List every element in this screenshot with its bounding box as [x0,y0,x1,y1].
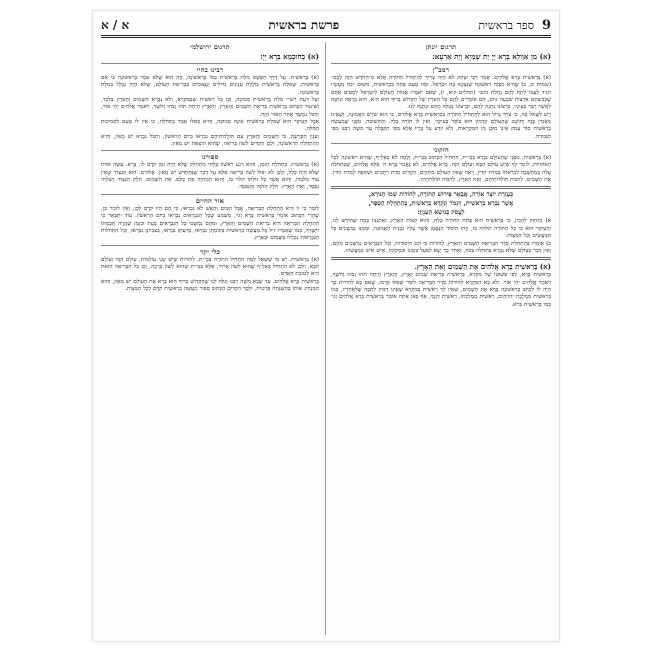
section-rule [101,245,319,246]
targum-yerushalmi-text: (א) בְּחוּכְמָא בְּרָא יְיָ: [260,52,319,61]
section-rule [331,257,551,260]
or-hachaim-title: אור החיים [195,196,225,205]
verse-heading: (א) בְּרֵאשִׁית בָּרָא אֱלֹהִים אֵת הַשָּׁמַיִם וְאֵת הָאָרֶץ. [414,262,551,272]
section-rule [331,143,551,144]
left-column [101,42,319,635]
bachya-paragraph: אֲבָל הָעִיקָּר הוּא שֶׁמִּלַּת בְּרֵאשִׁית אֵינָהּ סְמוּכָה, וְהִיא כְּאִלּוּ אָמַר בַּתְּחִלָּה, כִּי אֵין לוֹ טַעַם לִסְמִיכוּת הַמִּלָּה. [101,119,319,133]
chapter-verse: א / א [101,17,130,32]
section-rule [101,150,319,151]
bachya-paragraph: (א) בְּרֵאשִׁית. עַל דֶּרֶךְ הַפְּשָׁט מִלַּת בְּרֵאשִׁית כְּמוֹ בָּרִאשׁוֹנָה, וְזֶה הוּא שֶׁלֹּא אָמַר בָּרִאשׁוֹנָה כִּי אִם בְּרֵאשִׁית, שֶׁמִּלַּת בְּרֵאשִׁית כּוֹלֶלֶת עִנְיָנִים גְּדוֹלִים וַעֲצוּמִים בִּבְרִיאַת הָעוֹלָם, שֶׁלֹּא הָיָה נִכְלָל בְּמִלַּת בָּרִאשׁוֹנָה. [101,75,319,96]
ramban-paragraph: (א) בְּרֵאשִׁית בָּרָא אֱלֹהִים. אָמַר רַבִּי יִצְחָק לֹא הָיָה צָרִיךְ לְהַתְחִיל הַתּוֹרָה אֶלָּא מֵ״הַחֹדֶשׁ הַזֶּה לָכֶם״ (שמות יב, ב) שֶׁהִיא מִצְוָה רִאשׁוֹנָה שֶׁנִּצְטַוּוּ בָּהּ יִשְׂרָאֵל. וּמָה טַעַם פָּתַח בִּבְרֵאשִׁית, מִשּׁוּם ״כֹּחַ מַעֲשָׂיו הִגִּיד לְעַמּוֹ לָתֵת לָהֶם נַחֲלַת גּוֹיִם״ (תהלים קיא, ו), שֶׁאִם יֹאמְרוּ אֻמּוֹת הָעוֹלָם לְיִשְׂרָאֵל לִסְטִים אַתֶּם שֶׁכְּבַשְׁתֶּם אַרְצוֹת שִׁבְעָה גּוֹיִם, הֵם אוֹמְרִים לָהֶם כָּל הָאָרֶץ שֶׁל הַקָּדוֹשׁ בָּרוּךְ הוּא הִיא, הוּא בְרָאָהּ וּנְתָנָהּ לַאֲשֶׁר יָשַׁר בְּעֵינָיו, בִּרְצוֹנוֹ נְתָנָהּ לָהֶם, וּבִרְצוֹנוֹ נְטָלָהּ מֵהֶם וּנְתָנָהּ לָנוּ. [331,75,551,111]
sforno-title: ספורנו [201,153,219,162]
sefer-title: ספר בראשית [478,18,534,32]
section-rule [331,63,551,64]
rabbeinu-bachya-title: רבינו בחיי [196,66,224,74]
column-divider [325,42,326,635]
kli-yakar-title: כלי יקר [200,247,220,256]
targum-yonatan-title: תרגום יונתן [425,43,457,51]
targum-yonatan-text: (א) מִן אַוְולָא בְּרָא יְיָ יַת שְׁמַיָא וְיַת אַרְעָא: [432,52,551,61]
chizkuni-text: (א) בְּרֵאשִׁית. מִפְּנֵי שֶׁהָעוֹלָם נִבְרָא בְּבֵי״ת, הִתְחִיל הַכָּתוּב בְּבֵי״ת, וְלָמָה לֹא בְאָלֶ״ף, שֶׁהִיא רִאשׁוֹנָה לְכָל הָאוֹתִיּוֹת, לוֹמַר לְךָ שֶׁיֵּשׁ עוֹלָם הַבָּא וְעוֹלָם הַזֶּה. בָּרָא אֱלֹהִים, לֹא נֶאֱמַר בָּרָא ה׳ אֶלָּא אֱלֹהִים, שֶׁבַּתְּחִלָּה עָלָה בְּמַחֲשָׁבָה לִבְרֹאתוֹ בְּמִדַּת הַדִּין, רָאָה שֶׁאֵין הָעוֹלָם מִתְקַיֵּם, הִקְדִּים מִדַּת רַחֲמִים וְשִׁתְּפָהּ לְמִדַּת הַדִּין. אֵת הַשָּׁמַיִם, לְרַבּוֹת תּוֹלְדוֹתֵיהֶם, וְאֵת הָאָרֶץ, לְרַבּוֹת תּוֹלְדוֹתֶיהָ. [331,155,551,184]
section-rule [101,194,319,195]
section-rule [331,186,551,189]
parasha-title: פרשת בראשית [268,17,340,32]
page-number: 9 [541,17,551,33]
running-head [101,15,551,35]
section-rule [101,63,319,64]
intro-paragraph: א) נִתְחַזֵּק לְהָבִין, כִּי בְּרֵאשִׁית הוּא פֶּתַח הַתּוֹרָה כֻּלָּהּ, וְהוּא קְצוֹת הָאָרֶץ, וְאָתַנְנוֹן בְּמָה שֶׁהוּרָשׁ לָנוּ, וְהָעִיקָּר הוּא כִּי כָל הַתּוֹרָה תְּלוּיָה בּוֹ, וְזֶהוּ הַיְּסוֹד הַנֶּאֱמָן אֲשֶׁר עָלָיו נִבְנֵית הָאֱמוּנָה, וּמִמֶּנּוּ נִמְשָׁכִים כָּל הַמַּעֲשִׂים וְכָל הַמִּצְוֹת. [331,218,551,240]
intro-heading: בְּעֶזְרַת יוֹצֵר אוֹרָה, אֲבָאֵר פֵּירוּשׁ הַתּוֹרָה, לְהוֹדוֹת שְׁמוֹ הַנּוֹרָא, [369,191,513,199]
kli-yakar-paragraph: (א) בְּרֵאשִׁית. יֵשׁ מִי שֶׁשָּׁאַל לָמָּה הִתְחִיל הַתּוֹרָה בְּבֵי״ת, לְהוֹרוֹת שֶׁיֵּשׁ שְׁנֵי עוֹלָמוֹת, עוֹלָם הַזֶּה וְעוֹלָם הַבָּא, וְלָכֵן לֹא הִתְחִיל בְּאָלֶ״ף שֶׁהוּא לְשׁוֹן אָרוּר, אֶלָּא בְּבֵי״ת שֶׁהוּא לְשׁוֹן בְּרָכָה, וְכֵן כָּל הַבְּרִיאָה הַזֹּאת הִיא לְטוֹבַת הָאָדָם. [101,256,319,278]
right-column [331,42,551,635]
targum-yerushalmi-title: תרגום ירושלמי [190,43,230,51]
intro-heading: אֲשֶׁר נִבְרָא בְרֵאשִׁית, וְיִגְמֹר וְנִקְרָא בְרֵאשִׁית, בְּהַתְחָלַת הַסֵּפֶר, [368,200,514,208]
chizkuni-title: חזקוני [433,146,449,155]
kli-yakar-paragraph: בְּרֵאשִׁית בָּרָא אֱלֹהִים. עַד שֶׁבָּא מֹשֶׁה רַבֵּנוּ וְגִלָּה לָנוּ שֶׁהַקָּדוֹשׁ בָּרוּךְ הוּא בָּרָא אֶת הָעוֹלָם יֵשׁ מֵאַיִן, וְהוּא הַמַּנְהִיג אוֹתוֹ בְּהַשְׁגָּחָה פְּרָטִית, וּלְכָךְ הִקְדִּים הַכָּתוּב סִפּוּר מַעֲשֵׂה בְרֵאשִׁית קֹדֶם לְכָל הַמִּצְוֹת. [101,278,319,292]
intro-paragraph: ב) אוֹמְרוּ בְּהַתְחָלַת סֵדֶר הַבְּרִיאָה הַשָּׁמַיִם וְהָאָרֶץ, לְהוֹרוֹת כִּי הֵם הַיְּסוֹדוֹת, וְכָל הַנִּבְרָאִים נִמְשָׁכִים מֵהֶם, וְאֵין דָּבָר בָּעוֹלָם שֶׁלֹּא נִבְרָא בַּתְּחִלָּה בְּכֹחַ, וְאַחַר כָּךְ יָצָא לַפֹּעַל בִּזְמַנּוֹ וּבִמְקוֹמוֹ, אִישׁ אִישׁ כְּמַעֲשֵׂהוּ. [331,240,551,254]
or-hachaim-text: לוֹמַר כִּי זוֹ הִיא הַתְחָלַת הַבְּרִיאָה, אֲבָל הַמַּיִם וְהָאֵשׁ לֹא נִבְרְאוּ, כִּי הֵם הָיוּ קֹדֶם לָכֵן, וְאֵין לוֹמַר כֵּן, שֶׁהֲרֵי הַכָּתוּב אוֹמֵר בְּרֵאשִׁית בָּרָא וְגוֹ׳, מִשְׁמַע שֶׁכָּל הַנִּבְרָאִים נִבְרְאוּ בַּיּוֹם הָרִאשׁוֹן. עוֹד יִתְבָּאֵר כִּי הַתְחָלַת הַבְּרִיאָה הִיא בְּרִיאַת הַשָּׁמַיִם וְהָאָרֶץ, וּמֵהֶם נִמְשְׁכוּ כָּל הַנִּבְרָאִים בְּעֵת וּבִזְמַן שֶׁגָּזְרָה חָכְמָתוֹ יִתְבָּרַךְ, כְּמוֹ שֶׁאָמְרוּ ז״ל כָּל מַעֲשֵׂה בְרֵאשִׁית בְּקוֹמָתָן נִבְרְאוּ, בְּדַעְתָּן נִבְרְאוּ, בְּצִבְיוֹנָן נִבְרְאוּ, וְכָל הַתְּחִלּוֹת הַנִּבְרָאוֹת נִכְלְלוּ בַּשָּׁמַיִם וּבָאָרֶץ. [101,205,319,242]
intro-heading: לַעֲסֹק בְּנוֹשֵׂא הָעִנְיָן: [417,209,465,217]
ramban-paragraph: וְיֵשׁ לִשְׁאֹל בָּהּ, כִּי צֹרֶךְ גָּדוֹל הוּא לְהַתְחִיל הַתּוֹרָה בִּבְרֵאשִׁית בָּרָא אֱלֹהִים, כִּי הוּא שֹׁרֶשׁ הָאֱמוּנָה, וְשֶׁאֵינוֹ מַאֲמִין בָּזֶה וְחוֹשֵׁב שֶׁהָעוֹלָם קַדְמוֹן הוּא כּוֹפֵר בָּעִיקָּר, וְאֵין לוֹ תּוֹרָה כְּלָל. וְהַתְּשׁוּבָה, מִפְּנֵי שֶׁמַּעֲשֵׂה בְרֵאשִׁית סוֹד עָמֹק אֵינוֹ מוּבָן מִן הַמִּקְרָאוֹת, וְלֹא יִוָּדַע עַל בֻּרְיוֹ אֶלָּא מִפִּי הַקַּבָּלָה עַד משֶׁה רַבֵּנוּ מִפִּי הַגְּבוּרָה. [331,111,551,140]
sforno-text: (א) בְּרֵאשִׁית. בִּתְחִלַּת הַזְּמַן, וְהוּא רֶגַע רִאשׁוֹן בִּלְתִּי מִתְחַלֵּק שֶׁלֹּא הָיָה זְמַן קֹדֶם לוֹ. בָּרָא. עָשָׂה אוֹתוֹ שֶׁלֹּא הָיָה כְּלָל, וְלָכֵן לֹא יִפּוֹל לְשׁוֹן בְּרִיאָה אֶלָּא עַל דָּבָר שֶׁנִּתְחַדֵּשׁ יֵשׁ מֵאַיִן. אֱלֹהִים. הוּא הַנִּצְחִי שֶׁאֵין עוֹד מִלְּבַדּוֹ, וְהוּא אֲשֶׁר כָּל זוּלָתוֹ תָּלוּי בּוֹ, וְהוּא הַמְחַיֶּה אֶת כֻּלָּם. אֵת הַשָּׁמַיִם. חֵלֶק הַנִּצְחִי הַבִּלְתִּי נִפְסָד, וְאֵת הָאָרֶץ. חֵלֶק הַהֹוֶה וְהַנִּפְסָד. [101,162,319,191]
header-rule [101,35,551,38]
bachya-paragraph: וְעַל דַּעַת רַשִׁ״י מִלַּת בְּרֵאשִׁית סְמוּכָה, וְכֵן כָּל רֵאשִׁית שֶׁבַּמִּקְרָא, וְלֹא נִבְרָא הַשָּׁמַיִם וְהָאָרֶץ בִּלְבַד, וְשִׁיעוּר הַכָּתוּב בְּרֵאשִׁית בְּרִיאַת הַשָּׁמַיִם וְהָאָרֶץ, וְהָאָרֶץ הָיְתָה תֹהוּ וָבֹהוּ וְחֹשֶׁךְ, וַיֹּאמֶר אֱלֹהִים יְהִי אוֹר, וְהַכֹּל נִמְשָׁךְ אַחַר הָאוֹר הַזֶּה. [101,97,319,118]
ramban-title: רמב"ן [432,66,450,74]
bachya-paragraph: וְעִנְיַן הַפָּרָשָׁה, כִּי הַשָּׁמַיִם וְהָאָרֶץ עִם תּוֹלְדוֹתֵיהֶם נִבְרְאוּ בַּיּוֹם הָרִאשׁוֹן, וְהַכֹּל נִבְרָא יֵשׁ מֵאַיִן, וְהִיא הַהַתְחָלָה הָרִאשׁוֹנָה, וְלָכֵן הִקְדִּים לְשׁוֹן בְּרִיאָה, שֶׁהוּא הוֹצָאַת יֵשׁ מֵאַיִן. [101,133,319,148]
verse-commentary: בְּרֵאשִׁית בָּרָא, לְפִי פְּשׁוּטוֹ שֶׁל מִקְרָא, בְּרֵאשִׁית בְּרִיאַת שָׁמַיִם וָאָרֶץ, וְהָאָרֶץ הָיְתָה תֹהוּ וָבֹהוּ וְחֹשֶׁךְ, וַיֹּאמֶר אֱלֹהִים יְהִי אוֹר. וְלֹא בָא הַמִּקְרָא לְהוֹרוֹת סֵדֶר הַבְּרִיאָה לוֹמַר שֶׁאֵלּוּ קָדְמוּ, שֶׁאִם בָּא לְהוֹרוֹת כָּךְ הָיָה לוֹ לִכְתֹּב בָּרִאשׁוֹנָה בָּרָא אֶת הַשָּׁמַיִם, שֶׁאֵין לְךָ רֵאשִׁית בַּמִּקְרָא שֶׁאֵינוֹ דָבוּק לַתֵּבָה שֶׁלְּאַחֲרָיו, כְּמוֹ בְּרֵאשִׁית מַמְלֶכֶת יְהוֹיָקִים, רֵאשִׁית מַמְלַכְתּוֹ, רֵאשִׁית דְּגָנְךָ, אַף כָּאן אַתָּה אוֹמֵר בְּרֵאשִׁית בָּרָא אֱלֹהִים וְגוֹ׳ כְּמוֹ בְּרֵאשִׁית בְּרֹא. [331,272,551,308]
book-page [92,10,560,642]
